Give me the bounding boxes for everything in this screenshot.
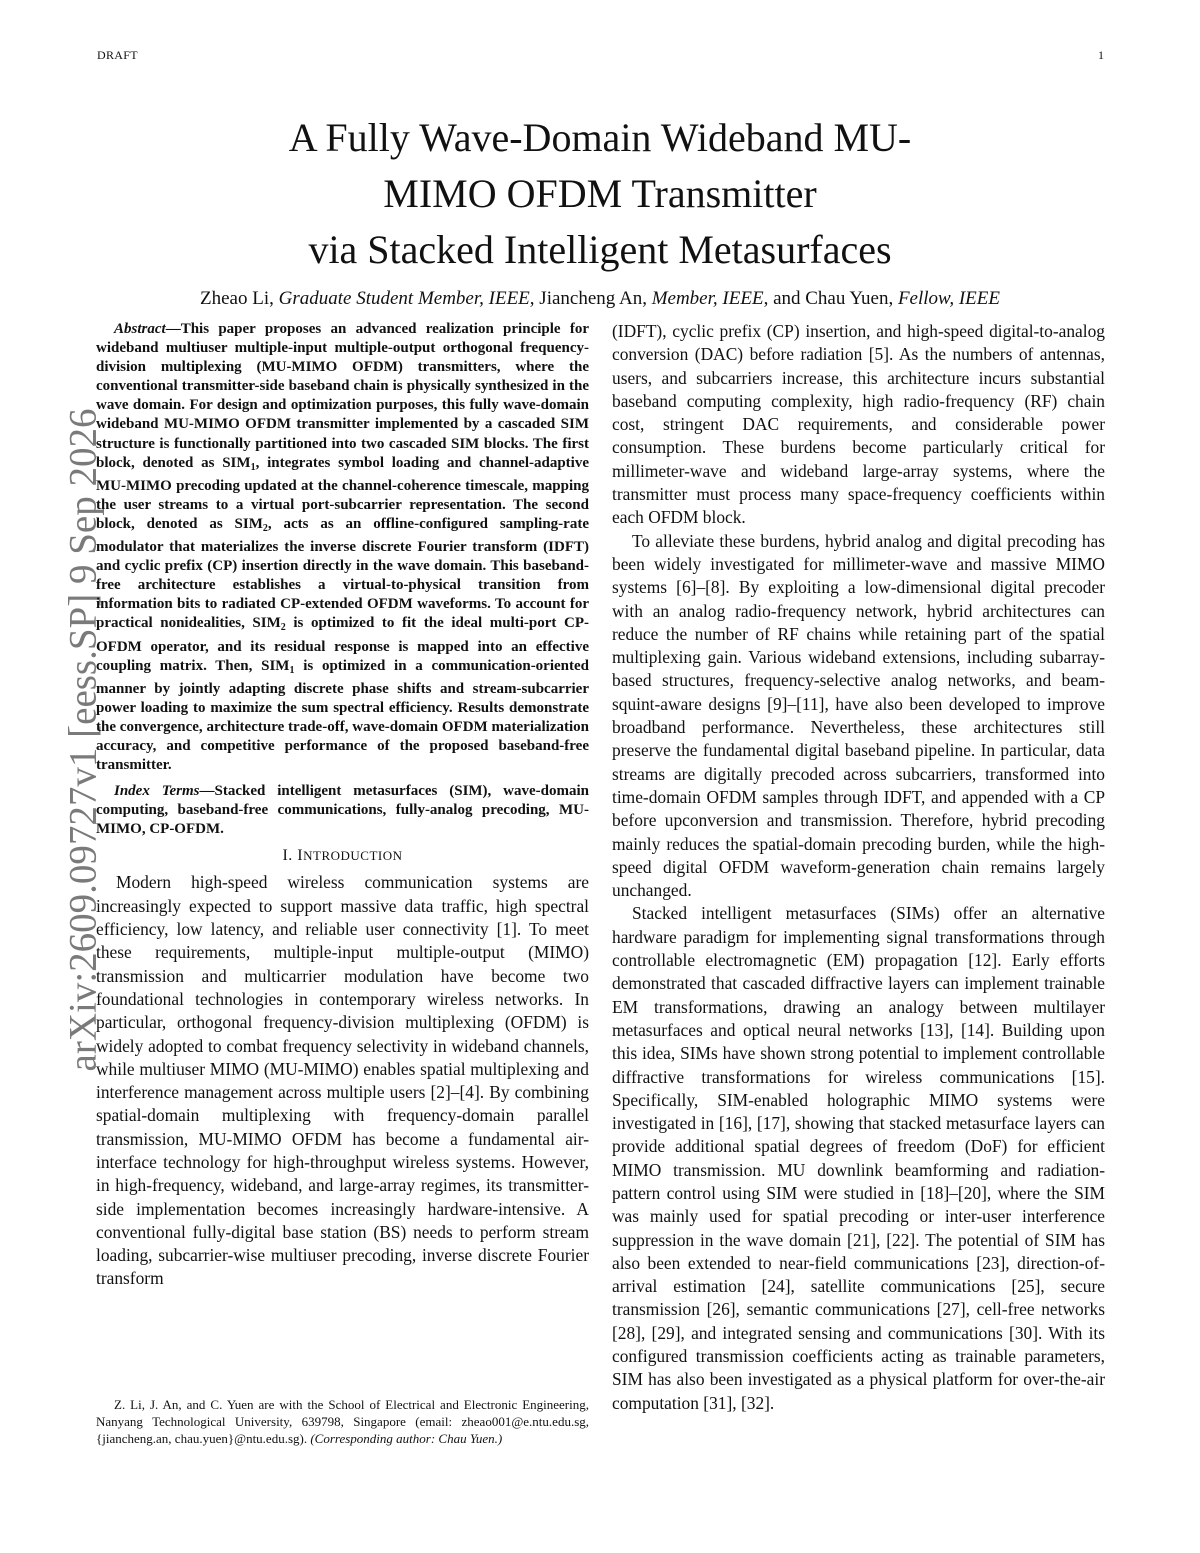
- intro-paragraph-1: Modern high-speed wireless communication systems are increasingly expected to support massive data traffic, high spectral efficiency, low latency, and reliable user connectivity [1]. To meet these requirements, multiple-input multiple-output (MIMO) transmission and multicarrier modulation have become two foundational technologies in contemporary wireless networks. In particular, orthogonal frequency-division multiplexing (OFDM) is widely adopted to combat frequency selectivity in wideband channels, while multiuser MIMO (MU-MIMO) enables spatial multiplexing and interference management across multiple users [2]–[4]. By combining spatial-domain multiplexing with frequency-domain parallel transmission, MU-MIMO OFDM has become a fundamental air-interface technology for high-throughput wireless systems. However, in high-frequency, wideband, and large-array regimes, its transmitter-side implementation becomes increasingly hardware-intensive. A conventional fully-digital base station (BS) needs to perform stream loading, subcarrier-wise multiuser precoding, inverse discrete Fourier transform: [96, 872, 589, 1289]
- author-list: [60, 287, 1140, 311]
- abstract-label: Abstract: [114, 321, 166, 337]
- title-line-2: MIMO OFDM Transmitter: [383, 171, 817, 216]
- author-1: Zheao Li,: [200, 288, 274, 309]
- abstract-text-2: , integrates symbol loading and channel-adaptive MU-MIMO precoding updated at the channel-coherence timescale, mapping the user streams to a virtual port-subcarrier representation. The second block, denoted as SIM: [96, 454, 589, 532]
- arxiv-identifier[interactable]: arXiv:2609.09727v1 [eess.SP] 9 Sep 2026: [61, 408, 105, 1072]
- section-heading-introduction: [96, 847, 589, 865]
- affiliation-footnote: [96, 1396, 589, 1447]
- paper-title: [150, 110, 1050, 278]
- author-3: , and Chau Yuen,: [763, 288, 894, 309]
- author-1-role: Graduate Student Member, IEEE: [278, 288, 530, 309]
- abstract: [96, 320, 589, 775]
- section-title: NTRODUCTION: [303, 848, 403, 864]
- corresponding-author: (Corresponding author: Chau Yuen.): [310, 1431, 503, 1446]
- index-terms-text: —Stacked intelligent metasurfaces (SIM), wave-domain computing, baseband-free communications, fully-analog precoding, MU-MIMO, CP-OFDM.: [96, 783, 590, 838]
- abstract-text-4: is optimized to fit the ideal multi-port CP-OFDM operator, and its residual response is mapped into an effective coupling matrix. Then, SIM: [96, 615, 590, 674]
- subscript: 1: [250, 461, 256, 473]
- page-number: 1: [1098, 48, 1104, 62]
- left-column: [96, 320, 589, 1291]
- subscript: 2: [262, 522, 268, 534]
- title-line-1: A Fully Wave-Domain Wideband MU-: [288, 115, 912, 160]
- subscript: 2: [280, 622, 286, 634]
- author-3-role: Fellow, IEEE: [897, 288, 1000, 309]
- author-2-role: Member, IEEE: [651, 288, 764, 309]
- footnote-text: Z. Li, J. An, and C. Yuen are with the School of Electrical and Electronic Engineering, Nanyang Technological University, 639798, Singapore (email: zheao001@e.ntu.edu.sg, {jiancheng.an, chau.yuen}@ntu.edu.sg).: [96, 1397, 589, 1446]
- title-line-3: via Stacked Intelligent Metasurfaces: [308, 227, 892, 272]
- author-2: , Jiancheng An,: [529, 288, 647, 309]
- abstract-text-5: is optimized in a communication-oriented manner by jointly adapting discrete phase shifts and stream-subcarrier power loading to maximize the sum spectral efficiency. Results demonstrate the convergence, architecture trade-off, wave-domain OFDM materialization accuracy, and competitive performance of the proposed baseband-free transmitter.: [96, 657, 590, 774]
- right-column: [612, 320, 1105, 1415]
- section-numeral: I. I: [282, 847, 304, 865]
- intro-paragraph-2: To alleviate these burdens, hybrid analog and digital precoding has been widely investigated for millimeter-wave and massive MIMO systems [6]–[8]. By exploiting a low-dimensional digital precoder with an analog radio-frequency network, hybrid architectures can reduce the number of RF chains while retaining part of the spatial multiplexing gain. Various wideband extensions, including subarray-based structures, frequency-selective analog networks, and beam-squint-aware designs [9]–[11], have also been developed to improve broadband performance. Nevertheless, these architectures still preserve the fundamental digital baseband pipeline. In particular, data streams are digitally precoded across subcarriers, transformed into time-domain OFDM samples through IDFT, and appended with a CP before upconversion and transmission. Therefore, hybrid precoding mainly reduces the spatial-domain precoding burden, while the high-speed digital OFDM waveform-generation chain remains largely unchanged.: [612, 530, 1105, 901]
- index-terms: [96, 782, 589, 839]
- running-header-draft: DRAFT: [97, 48, 138, 62]
- abstract-text-3: , acts as an offline-configured sampling-rate modulator that materializes the inverse discrete Fourier transform (IDFT) and cyclic prefix (CP) insertion directly in the wave domain. This baseband-free architecture establishes a virtual-to-physical transition from information bits to radiated CP-extended OFDM waveforms. To account for practical nonidealities, SIM: [96, 515, 589, 632]
- subscript: 1: [289, 664, 295, 676]
- index-terms-label: Index Terms: [114, 783, 200, 800]
- intro-paragraph-3: Stacked intelligent metasurfaces (SIMs) offer an alternative hardware paradigm for implementing signal transformations through controllable electromagnetic (EM) propagation [12]. Early efforts demonstrated that cascaded diffractive layers can implement trainable EM transformations, drawing an analogy between multilayer metasurfaces and optical neural networks [13], [14]. Building upon this idea, SIMs have shown strong potential to implement controllable diffractive transformations for wireless communications [15]. Specifically, SIM-enabled holographic MIMO systems were investigated in [16], [17], showing that stacked metasurface layers can provide additional spatial degrees of freedom (DoF) for efficient MIMO transmission. MU downlink beamforming and radiation-pattern control using SIM were studied in [18]–[20], where the SIM was mainly used for spatial precoding or inter-user interference suppression in the wave domain [21], [22]. The potential of SIM has also been extended to near-field communications [23], direction-of-arrival estimation [24], satellite communications [25], secure transmission [26], semantic communications [27], cell-free networks [28], [29], and integrated sensing and communications [30]. With its configured transmission coefficients acting as trainable parameters, SIM has also been investigated as a physical platform for over-the-air computation [31], [32].: [612, 903, 1105, 1413]
- abstract-text-1: —This paper proposes an advanced realization principle for wideband multiuser multiple-input multiple-output orthogonal frequency-division multiplexing (MU-MIMO OFDM) transmitters, where the conventional transmitter-side baseband chain is physically synthesized in the wave domain. For design and optimization purposes, this fully wave-domain wideband MU-MIMO OFDM transmitter implemented by a cascaded SIM structure is functionally partitioned into two cascaded SIM blocks. The first block, denoted as SIM: [96, 321, 589, 471]
- intro-paragraph-1-cont: (IDFT), cyclic prefix (CP) insertion, and high-speed digital-to-analog conversion (DAC) before radiation [5]. As the numbers of antennas, users, and subcarriers increase, this architecture incurs substantial baseband computing complexity, high radio-frequency (RF) chain cost, stringent DAC requirements, and considerable power consumption. These burdens become particularly critical for millimeter-wave and wideband large-array systems, where the transmitter must process many space-frequency coefficients within each OFDM block.: [612, 321, 1105, 528]
